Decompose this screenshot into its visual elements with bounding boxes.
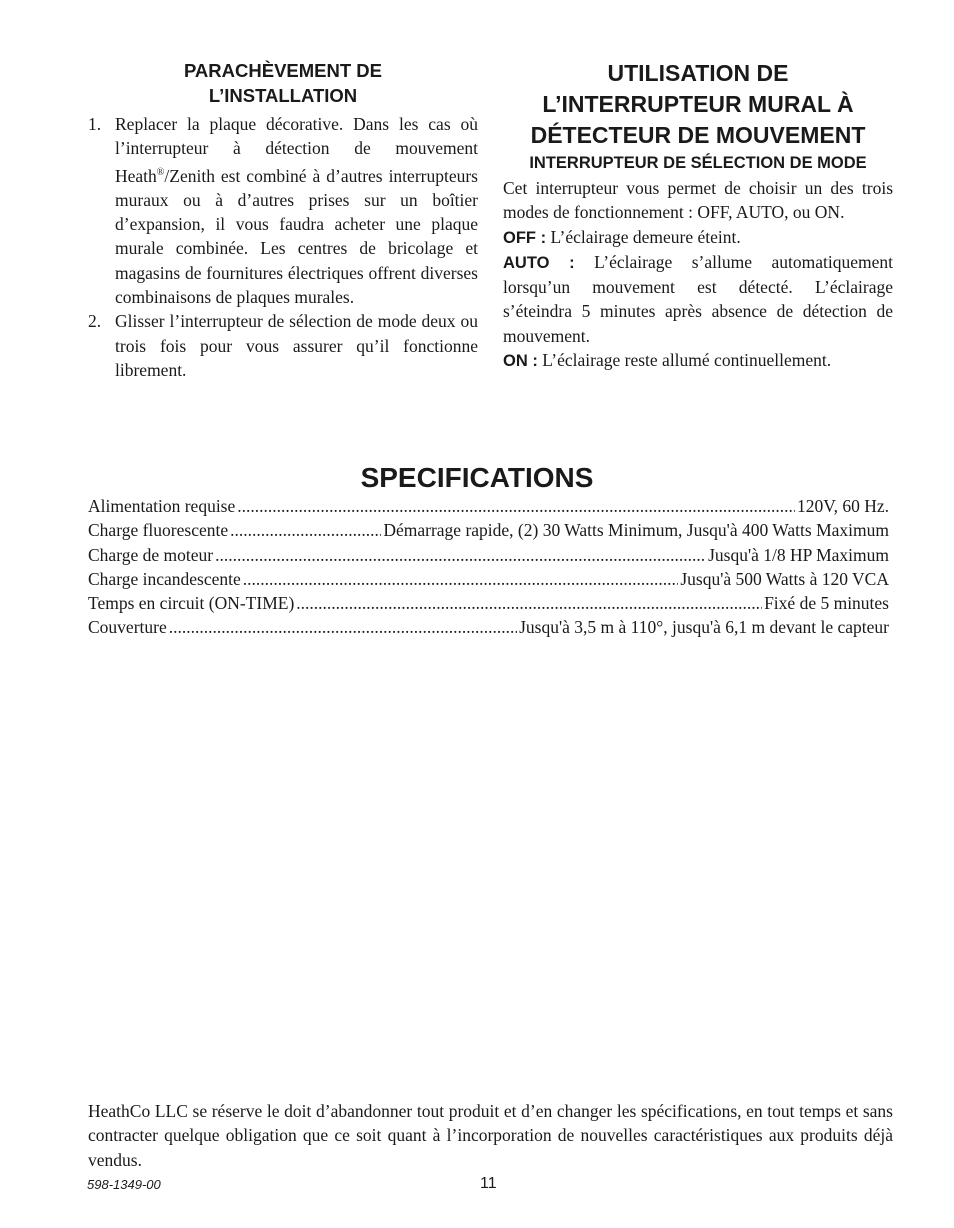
spec-label: Charge fluorescente [88, 520, 229, 541]
disclaimer-paragraph: HeathCo LLC se réserve le doit d’abandonner tout produit et d’en changer les spécifications, en tout temps et sans contracter quelque obligation que ce soit quant à l’incorporation de nouvelles caractéristiques aux produits déjà vendus. [88, 1101, 893, 1170]
spec-label: Charge de moteur [88, 544, 214, 565]
spec-row-fluorescent-load [88, 518, 889, 542]
spec-value: 120V, 60 Hz. [796, 496, 889, 516]
list-item-step-1 [88, 112, 478, 309]
registered-mark: ® [156, 166, 165, 178]
spec-label: Charge incandescente [88, 568, 241, 589]
dot-leader [230, 518, 381, 542]
spec-row-coverage [88, 615, 889, 639]
installation-completion-section [88, 58, 478, 382]
installation-completion-heading [88, 58, 478, 108]
mode-selector-subheading: INTERRUPTEUR DE SÉLECTION DE MODE [529, 154, 867, 172]
specifications-heading: SPECIFICATIONS [360, 462, 594, 493]
spec-label: Alimentation requise [88, 496, 236, 516]
step-text-continued: /Zenith est combiné à d’autres interrupteurs muraux ou à d’autres prises sur un boîtier d’expansion, il vous faudra acheter une plaque murale combinée. Les centres de bricolage et magasins de fournitures électriques offrent diverses combinaisons de plaques murales. [115, 165, 478, 307]
spec-value: Jusqu'à 500 Watts à 120 VCA [680, 568, 889, 589]
usage-heading-line-1: UTILISATION DE [607, 60, 789, 86]
heading-line-2: L’INSTALLATION [208, 85, 358, 106]
spec-label: Temps en circuit (ON-TIME) [88, 593, 295, 614]
spec-value: Jusqu'à 3,5 m à 110°, jusqu'à 6,1 m devant le capteur [519, 617, 889, 638]
dot-leader [237, 494, 795, 518]
spec-value: Jusqu'à 1/8 HP Maximum [708, 544, 889, 565]
spec-value: Fixé de 5 minutes [764, 593, 889, 614]
spec-row-motor-load [88, 543, 889, 567]
mode-auto-paragraph [503, 250, 893, 348]
mode-on-label: ON : [503, 352, 538, 371]
step-text: Glisser l’interrupteur de sélection de mode deux ou trois fois pour vous assurer qu’il fonctionne librement. [115, 311, 478, 380]
usage-heading [503, 58, 893, 151]
spec-label: Couverture [88, 617, 167, 638]
usage-heading-line-3: DÉTECTEUR DE MOUVEMENT [530, 122, 866, 148]
mode-intro-paragraph: Cet interrupteur vous permet de choisir un des trois modes de fonctionnement : OFF, AUTO, ou ON. [503, 178, 893, 223]
wall-switch-usage-section [503, 58, 893, 373]
spec-row-incandescent-load [88, 567, 889, 591]
dot-leader [296, 591, 762, 615]
list-item-step-2 [88, 309, 478, 382]
document-number: 598-1349-00 [87, 1177, 161, 1192]
mode-auto-label: AUTO : [503, 253, 575, 272]
dot-leader [215, 543, 706, 567]
step-number: 2. [88, 311, 102, 332]
mode-off-paragraph [503, 225, 893, 250]
dot-leader [169, 615, 517, 639]
heading-line-1: PARACHÈVEMENT DE [183, 60, 383, 81]
page-number: 11 [480, 1175, 497, 1192]
specifications-list [88, 494, 889, 640]
mode-off-label: OFF : [503, 228, 547, 247]
spec-row-on-time [88, 591, 889, 615]
mode-on-text: L’éclairage reste allumé continuellement. [537, 350, 832, 371]
mode-on-paragraph [503, 348, 893, 373]
spec-value: Démarrage rapide, (2) 30 Watts Minimum, Jusqu'à 400 Watts Maximum [383, 520, 889, 541]
step-text: Replacer la plaque décorative. Dans les cas où l’interrupteur à détection de mouvement Heath [115, 114, 478, 186]
installation-steps-list [88, 112, 478, 382]
dot-leader [243, 567, 679, 591]
mode-auto-text: L’éclairage s’allume automatiquement lorsqu’un mouvement est détecté. L’éclairage s’éteindra 5 minutes après absence de détection de mouvement. [503, 251, 893, 346]
usage-heading-line-2: L’INTERRUPTEUR MURAL À [542, 91, 854, 117]
spec-row-power [88, 494, 889, 518]
mode-off-text: L’éclairage demeure éteint. [546, 226, 741, 247]
step-number: 1. [88, 114, 102, 134]
